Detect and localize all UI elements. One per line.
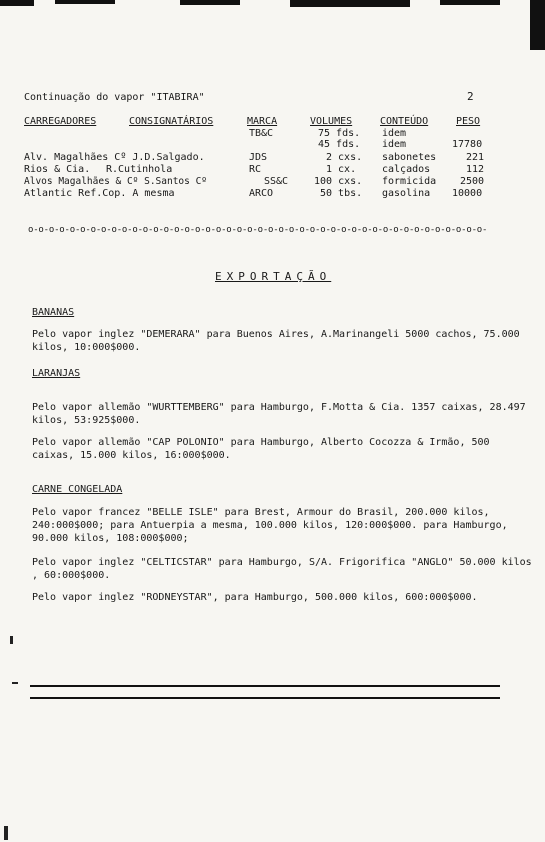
carryover-marca: TB&C xyxy=(249,128,274,139)
scan-mark xyxy=(290,0,410,7)
page-number: 2 xyxy=(467,90,474,103)
carryover-peso: 17780 xyxy=(452,139,483,150)
entry-paragraph: Pelo vapor inglez "RODNEYSTAR", para Hamburgo, 500.000 kilos, 600:000$000. xyxy=(32,592,478,603)
entry-paragraph: Pelo vapor francez "BELLE ISLE" para Brest, Armour do Brasil, 200.000 kilos, 240:000$000; para Antuerpia a mesma, 100.000 kilos, 120:000$000. para Hamburgo, 90.000 kilos, 108:000$000; xyxy=(32,507,508,544)
scan-mark xyxy=(440,0,500,5)
entry-paragraph: Pelo vapor allemão "CAP POLONIO" para Hamburgo, Alberto Cocozza & Irmão, 500 caixas, 15.000 kilos, 16:000$000. xyxy=(32,437,490,461)
scan-mark xyxy=(0,0,34,6)
row-conteudo: sabonetes xyxy=(382,152,437,163)
carryover-conteudo: idem xyxy=(382,139,407,150)
bottom-rule xyxy=(30,697,500,699)
row-peso: 10000 xyxy=(452,188,483,199)
stray-mark xyxy=(10,636,13,644)
row-conteudo: calçados xyxy=(382,164,431,175)
row-carregador: Rios & Cia. xyxy=(24,164,91,175)
row-volumes: 100 cxs. xyxy=(314,176,363,187)
column-header-marca: MARCA xyxy=(247,116,278,127)
row-carregador: Atlantic Ref.Cop. A mesma xyxy=(24,188,175,199)
entry-paragraph: Pelo vapor inglez "CELTICSTAR" para Hamburgo, S/A. Frigorifica "ANGLO" 50.000 kilos , 60:000$000. xyxy=(32,557,532,581)
heading-bananas: BANANAS xyxy=(32,307,75,318)
row-carregador: Alvos Magalhães & Cº S.Santos Cº xyxy=(24,176,208,187)
row-marca: JDS xyxy=(249,152,268,163)
stray-mark xyxy=(4,826,8,840)
bottom-rule xyxy=(30,685,500,687)
row-peso: 112 xyxy=(466,164,485,175)
heading-laranjas: LARANJAS xyxy=(32,368,81,379)
entry-paragraph: Pelo vapor inglez "DEMERARA" para Buenos Aires, A.Marinangeli 5000 cachos, 75.000 kilos, 10:000$000. xyxy=(32,329,520,353)
carryover-conteudo: idem xyxy=(382,128,407,139)
dotted-separator: o-o-o-o-o-o-o-o-o-o-o-o-o-o-o-o-o-o-o-o-o-o-o-o-o-o-o-o-o-o-o-o-o-o-o-o-o-o-o-o-o-o-o-o- xyxy=(28,225,488,235)
row-consignatario: R.Cutinhola xyxy=(106,164,173,175)
row-marca: SS&C xyxy=(264,176,289,187)
scan-mark xyxy=(530,0,545,50)
document-title: Continuação do vapor "ITABIRA" xyxy=(24,92,205,103)
row-marca: RC xyxy=(249,164,262,175)
row-peso: 221 xyxy=(466,152,485,163)
column-header-consignatarios: CONSIGNATÁRIOS xyxy=(129,116,214,127)
heading-carne-congelada: CARNE CONGELADA xyxy=(32,484,123,495)
row-conteudo: formicida xyxy=(382,176,437,187)
scan-mark xyxy=(55,0,115,4)
row-conteudo: gasolina xyxy=(382,188,431,199)
stray-mark xyxy=(12,682,18,684)
column-header-volumes: VOLUMES xyxy=(310,116,353,127)
row-volumes: 50 tbs. xyxy=(320,188,363,199)
column-header-conteudo: CONTEÚDO xyxy=(380,116,429,127)
carryover-volumes: 75 fds. xyxy=(318,128,361,139)
column-header-carregadores: CARREGADORES xyxy=(24,116,97,127)
column-header-peso: PESO xyxy=(456,116,481,127)
row-marca: ARCO xyxy=(249,188,274,199)
carryover-volumes: 45 fds. xyxy=(318,139,361,150)
row-carregador: Alv. Magalhães Cº J.D.Salgado. xyxy=(24,152,205,163)
row-volumes: 1 cx. xyxy=(326,164,357,175)
entry-paragraph: Pelo vapor allemão "WURTTEMBERG" para Hamburgo, F.Motta & Cia. 1357 caixas, 28.497 kilos, 53:925$000. xyxy=(32,402,526,426)
row-peso: 2500 xyxy=(460,176,485,187)
section-title-exportacao: EXPORTAÇÃO xyxy=(215,270,332,283)
scan-mark xyxy=(180,0,240,5)
row-volumes: 2 cxs. xyxy=(326,152,363,163)
